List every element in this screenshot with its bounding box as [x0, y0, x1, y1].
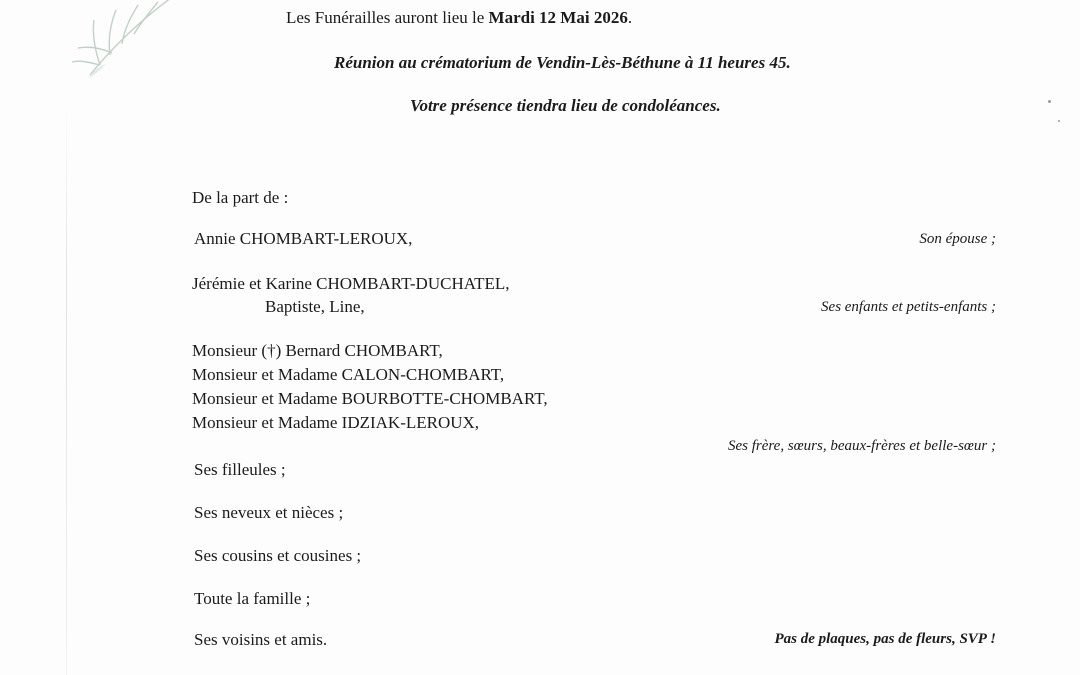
from-label: De la part de : — [192, 188, 289, 207]
funeral-date-suffix: . — [627, 8, 633, 27]
spouse-relation: Son épouse ; — [919, 231, 996, 247]
grandchildren-names: Baptiste, Line, — [265, 297, 365, 316]
funeral-date-line — [286, 8, 632, 28]
neighbours-friends-line: Ses voisins et amis. — [194, 630, 328, 649]
whole-family-line: Toute la famille ; — [194, 589, 311, 608]
scan-speck — [1048, 100, 1051, 103]
funeral-date-prefix: Les Funérailles auront lieu le — [286, 8, 489, 27]
no-flowers-note: Pas de plaques, pas de fleurs, SVP ! — [774, 631, 996, 647]
palm-leaf-icon — [70, 0, 180, 90]
scan-speck — [1058, 120, 1060, 122]
cousins-line: Ses cousins et cousines ; — [194, 546, 362, 565]
meeting-line: Réunion au crématorium de Vendin-Lès-Béthune à 11 heures 45. — [334, 53, 791, 72]
children-name: Jérémie et Karine CHOMBART-DUCHATEL, — [192, 274, 510, 293]
paper-edge-shadow — [66, 100, 67, 675]
godchildren-line: Ses filleules ; — [194, 460, 286, 479]
funeral-date: Mardi 12 Mai 2026 — [488, 8, 628, 27]
sibling-name: Monsieur (†) Bernard CHOMBART, — [192, 341, 443, 360]
sibling-name: Monsieur et Madame IDZIAK-LEROUX, — [192, 413, 480, 432]
sibling-name: Monsieur et Madame BOURBOTTE-CHOMBART, — [192, 389, 548, 408]
spouse-name: Annie CHOMBART-LEROUX, — [194, 229, 413, 248]
sibling-name: Monsieur et Madame CALON-CHOMBART, — [192, 365, 505, 384]
condolences-line: Votre présence tiendra lieu de condoléances. — [410, 96, 721, 115]
children-relation: Ses enfants et petits-enfants ; — [821, 299, 996, 315]
siblings-relation: Ses frère, sœurs, beaux-frères et belle-sœur ; — [727, 438, 996, 454]
nephews-nieces-line: Ses neveux et nièces ; — [194, 503, 344, 522]
